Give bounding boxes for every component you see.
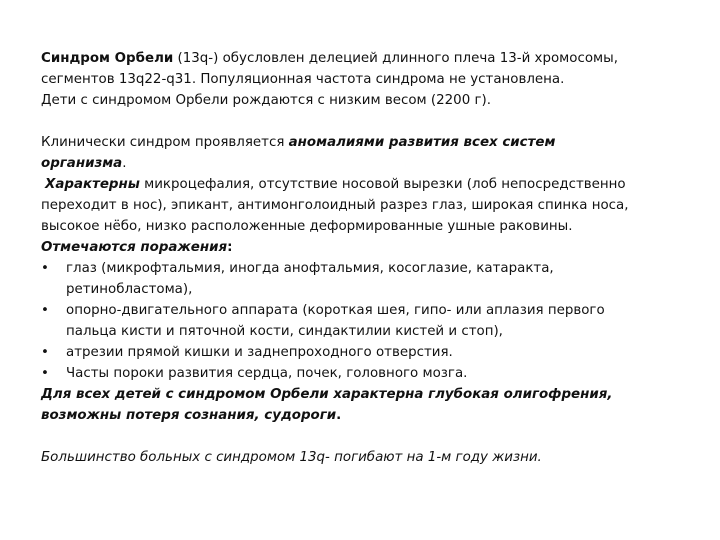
bullet-dot: • [41,303,49,318]
characteristic-line-3: высокое нёбо, низко расположенные деформированные ушные раковины. [41,219,573,234]
lesions-label: Отмечаются поражения [41,240,228,255]
conclusion-text-2: возможны потеря сознания, судороги [41,408,337,423]
bullet-dot: • [41,345,49,360]
conclusion-period: . [336,408,342,423]
clinical-period: . [122,156,127,171]
intro-text-1: (13q-) обусловлен делецией длинного плеча 13-й хромосомы, [173,51,618,66]
syndrome-title: Синдром Орбели [41,51,174,66]
clinical-line-2 [41,153,680,174]
bullet-text: глаз (микрофтальмия, иногда анофтальмия, косоглазие, катаракта, [66,261,554,276]
mortality-note: Большинство больных с синдромом 13q- погибают на 1-м году жизни. [41,450,542,465]
lesions-colon: : [227,240,233,255]
bullet-item-eyes-cont: ретинобластома), [66,282,193,297]
characteristic-line-2: переходит в нос), эпикант, антимонголоидный разрез глаз, широкая спинка носа, [41,198,629,213]
bullet-text: Часты пороки развития сердца, почек, головного мозга. [66,366,468,381]
bullet-item-malformations [41,363,680,384]
bullet-item-eyes [41,258,680,279]
bullet-item-musculoskeletal-cont: пальца кисти и пяточной кости, синдактилии кистей и стоп), [66,324,503,339]
characteristic-label: Характерны [45,177,140,192]
bullet-item-atresia [41,342,680,363]
spacer [41,111,680,132]
bullet-item-musculoskeletal [41,300,680,321]
bullet-dot: • [41,366,49,381]
characteristic-text-1: микроцефалия, отсутствие носовой вырезки (лоб непосредственно [139,177,626,192]
bullet-dot: • [41,261,49,276]
intro-line-3: Дети с синдромом Орбели рождаются с низким весом (2200 г). [41,93,491,108]
clinical-emphasis: аномалиями развития всех систем [288,135,556,150]
conclusion-line-2 [41,405,680,426]
characteristic-line-1 [41,174,680,195]
intro-line-2: сегментов 13q22-q31. Популяционная частота синдрома не установлена. [41,72,565,87]
clinical-line-1 [41,132,680,153]
bullet-text: опорно-двигательного аппарата (короткая шея, гипо- или аплазия первого [66,303,605,318]
intro-line-1 [41,48,680,69]
bullet-text: атрезии прямой кишки и заднепроходного отверстия. [66,345,453,360]
clinical-text: Клинически синдром проявляется [41,135,289,150]
spacer [41,426,680,447]
clinical-emphasis-cont: организма [41,156,123,171]
lesions-heading [41,237,680,258]
conclusion-line-1: Для всех детей с синдромом Орбели характерна глубокая олигофрения, [41,387,613,402]
